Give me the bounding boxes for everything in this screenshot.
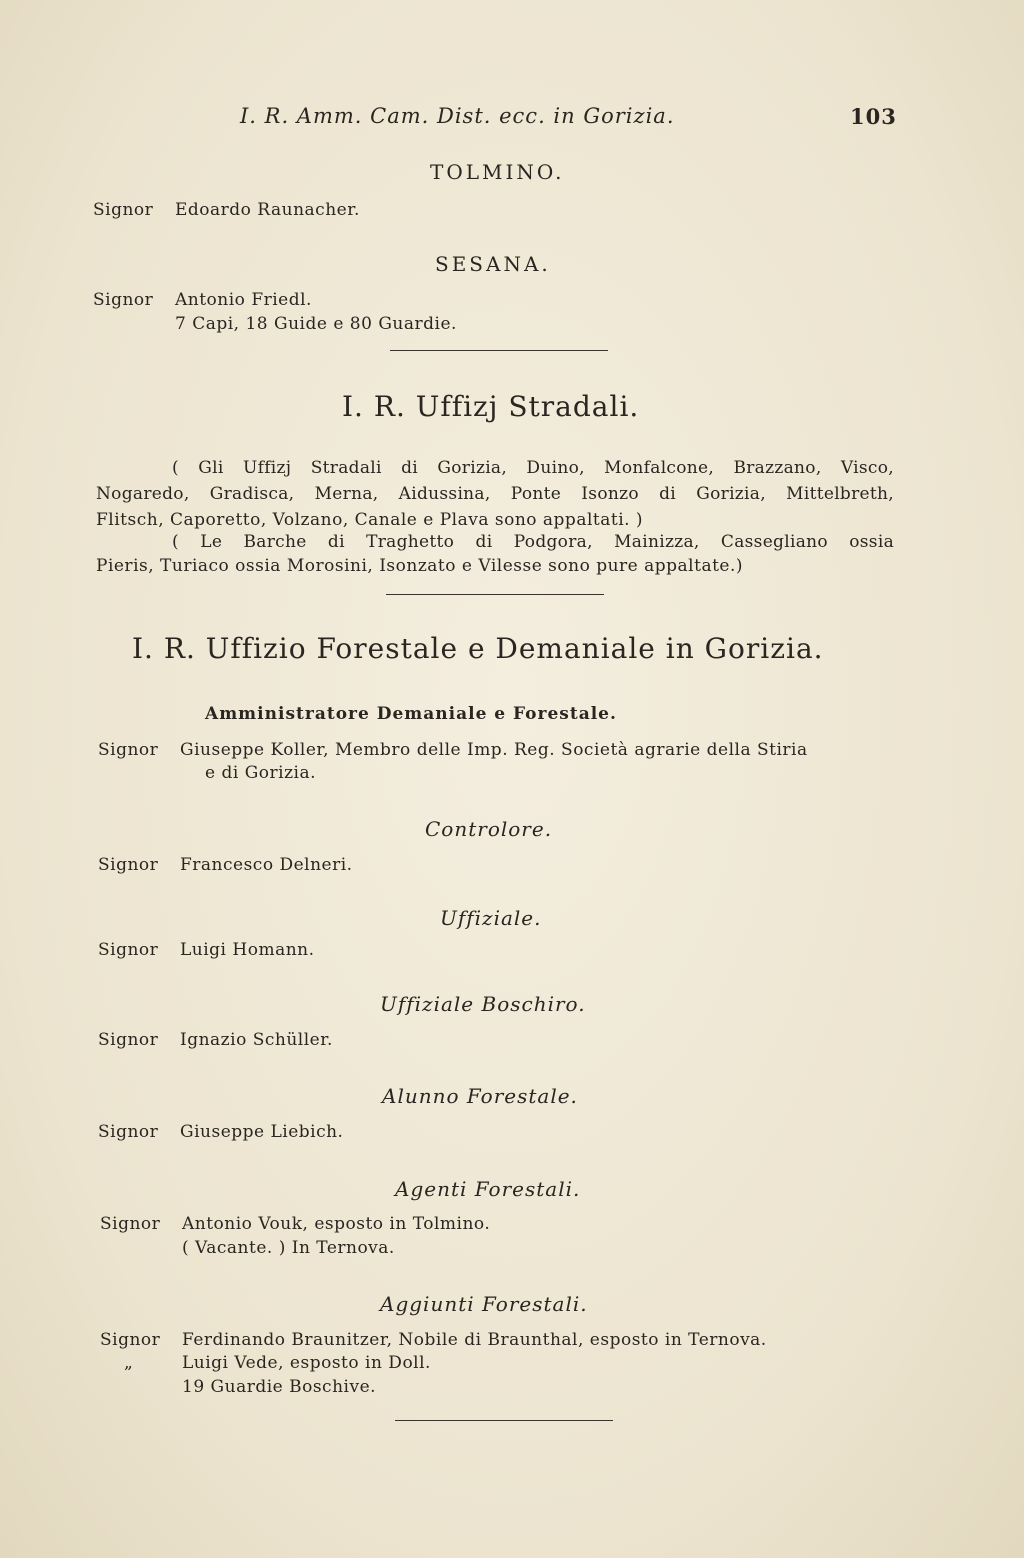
note-line: ( Le Barche di Traghetto di Podgora, Mainizza, Cassegliano ossia [172,532,894,552]
alunno-entry [98,1122,343,1142]
controlore-heading: Controlore. [425,817,553,841]
signor-label: Signor [100,1330,161,1350]
amministratore-heading: Amministratore Demaniale e Forestale. [205,704,617,724]
alunno-heading: Alunno Forestale. [382,1084,578,1108]
agenti-vacant: ( Vacante. ) In Ternova. [182,1238,395,1258]
uffiziale-boschiro-entry [98,1030,333,1050]
person-name: Giuseppe Koller, Membro delle Imp. Reg. Società agrarie della Stiria [180,740,808,760]
controlore-entry [98,855,353,875]
page-number: 103 [850,104,897,129]
agenti-entry [100,1214,490,1234]
note-line: Nogaredo, Gradisca, Merna, Aidussina, Ponte Isonzo di Gorizia, Mittelbreth, [96,484,894,504]
note-line: ( Gli Uffizj Stradali di Gorizia, Duino, Monfalcone, Brazzano, Visco, [172,458,894,478]
person-name: Luigi Vede, esposto in Doll. [182,1353,431,1373]
ditto-mark: „ [124,1353,134,1373]
signor-label: Signor [98,740,159,760]
amministratore-continuation: e di Gorizia. [205,763,316,783]
signor-label: Signor [93,200,154,220]
person-name: Francesco Delneri. [180,855,353,875]
aggiunti-heading: Aggiunti Forestali. [380,1292,588,1316]
uffizj-stradali-title: I. R. Uffizj Stradali. [342,390,640,423]
uffiziale-boschiro-heading: Uffiziale Boschiro. [380,992,586,1016]
person-name: Giuseppe Liebich. [180,1122,344,1142]
section-divider [390,350,608,351]
uffiziale-heading: Uffiziale. [440,906,542,930]
person-name: Luigi Homann. [180,940,315,960]
tolmino-heading: TOLMINO. [430,160,565,184]
signor-label: Signor [98,855,159,875]
sesana-staff: 7 Capi, 18 Guide e 80 Guardie. [175,314,457,334]
aggiunti-entry [100,1330,767,1350]
signor-label: Signor [98,1030,159,1050]
person-name: Ferdinando Braunitzer, Nobile di Braunthal, esposto in Ternova. [182,1330,767,1350]
person-name: Antonio Vouk, esposto in Tolmino. [182,1214,491,1234]
signor-label: Signor [98,1122,159,1142]
person-name: Ignazio Schüller. [180,1030,333,1050]
person-name: Antonio Friedl. [175,290,312,310]
running-head: I. R. Amm. Cam. Dist. ecc. in Gorizia. [240,104,675,128]
signor-label: Signor [100,1214,161,1234]
section-divider [386,594,604,595]
agenti-heading: Agenti Forestali. [395,1177,581,1201]
note-line: Flitsch, Caporetto, Volzano, Canale e Plava sono appaltati. ) [96,510,644,530]
sesana-heading: SESANA. [435,252,551,276]
tolmino-entry [93,200,360,220]
uffiziale-entry [98,940,315,960]
amministratore-entry [98,740,808,760]
guardie-count: 19 Guardie Boschive. [182,1377,377,1397]
signor-label: Signor [98,940,159,960]
uffizio-forestale-title: I. R. Uffizio Forestale e Demaniale in Gorizia. [132,632,824,665]
section-divider [395,1420,613,1421]
sesana-entry [93,290,312,310]
aggiunti-entry [100,1353,431,1373]
note-line: Pieris, Turiaco ossia Morosini, Isonzato e Vilesse sono pure appaltate.) [96,556,744,576]
signor-label: Signor [93,290,154,310]
person-name: Edoardo Raunacher. [175,200,360,220]
